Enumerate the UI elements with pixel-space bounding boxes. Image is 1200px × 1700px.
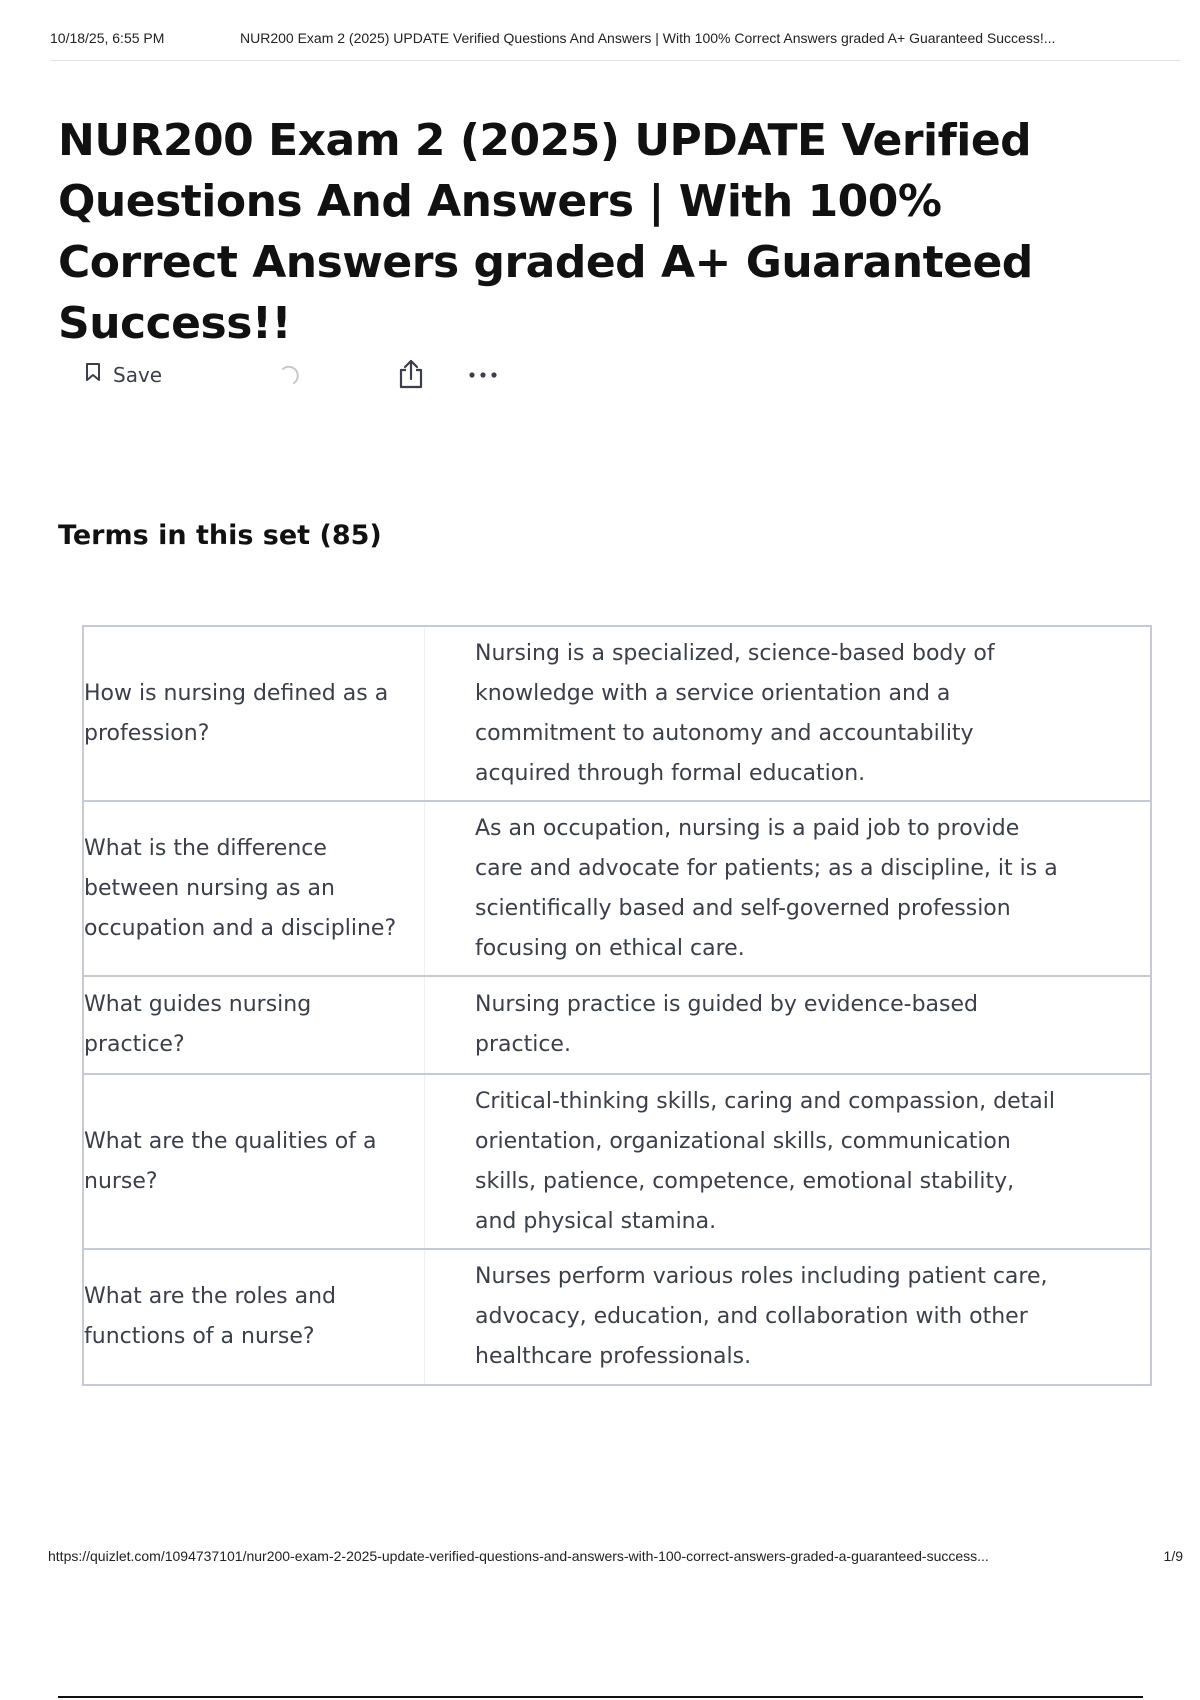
bookmark-icon — [85, 362, 101, 387]
print-url: https://quizlet.com/1094737101/nur200-exam-2-2025-update-verified-questions-and-answers-with-100-correct-answers-graded-a-guaranteed-success... — [48, 1548, 989, 1564]
page-title: NUR200 Exam 2 (2025) UPDATE Verified Questions And Answers | With 100% Correct Answers graded A+ Guaranteed Success!! — [58, 115, 1033, 349]
term-text: What are the roles and functions of a nurse? — [83, 1249, 425, 1385]
terms-count-heading: Terms in this set (85) — [58, 520, 382, 551]
print-document-title: NUR200 Exam 2 (2025) UPDATE Verified Questions And Answers | With 100% Correct Answers graded A+ Guaranteed Success!... — [240, 30, 1056, 46]
definition-text: As an occupation, nursing is a paid job to provide care and advocate for patients; as a discipline, it is a scientifically based and self-governed profession focusing on ethical care. — [425, 801, 1152, 976]
terms-table — [82, 625, 1152, 1386]
term-row — [83, 1249, 1151, 1385]
bottom-divider — [58, 1696, 1143, 1698]
print-header — [50, 30, 1180, 61]
share-icon[interactable] — [397, 358, 425, 395]
term-row — [83, 801, 1151, 976]
page-number: 1/9 — [1163, 1548, 1183, 1564]
definition-text: Nursing practice is guided by evidence-based practice. — [425, 976, 1152, 1074]
set-toolbar — [85, 358, 535, 394]
print-footer — [48, 1548, 1183, 1572]
save-button[interactable] — [85, 362, 162, 387]
print-date: 10/18/25, 6:55 PM — [50, 30, 165, 46]
term-text: What is the difference between nursing as an occupation and a discipline? — [83, 801, 425, 976]
term-text: What are the qualities of a nurse? — [83, 1074, 425, 1249]
term-text: What guides nursing practice? — [83, 976, 425, 1074]
loading-spinner-icon — [277, 362, 303, 393]
definition-text: Nursing is a specialized, science-based body of knowledge with a service orientation and a commitment to autonomy and accountability acquired through formal education. — [425, 626, 1152, 801]
more-options-icon[interactable] — [467, 360, 501, 395]
definition-text: Nurses perform various roles including patient care, advocacy, education, and collaboration with other healthcare professionals. — [425, 1249, 1152, 1385]
definition-text: Critical-thinking skills, caring and compassion, detail orientation, organizational skills, communication skills, patience, competence, emotional stability, and physical stamina. — [425, 1074, 1152, 1249]
term-row — [83, 1074, 1151, 1249]
term-row — [83, 976, 1151, 1074]
save-label: Save — [113, 362, 163, 387]
term-text: How is nursing defined as a profession? — [83, 626, 425, 801]
term-row — [83, 626, 1151, 801]
